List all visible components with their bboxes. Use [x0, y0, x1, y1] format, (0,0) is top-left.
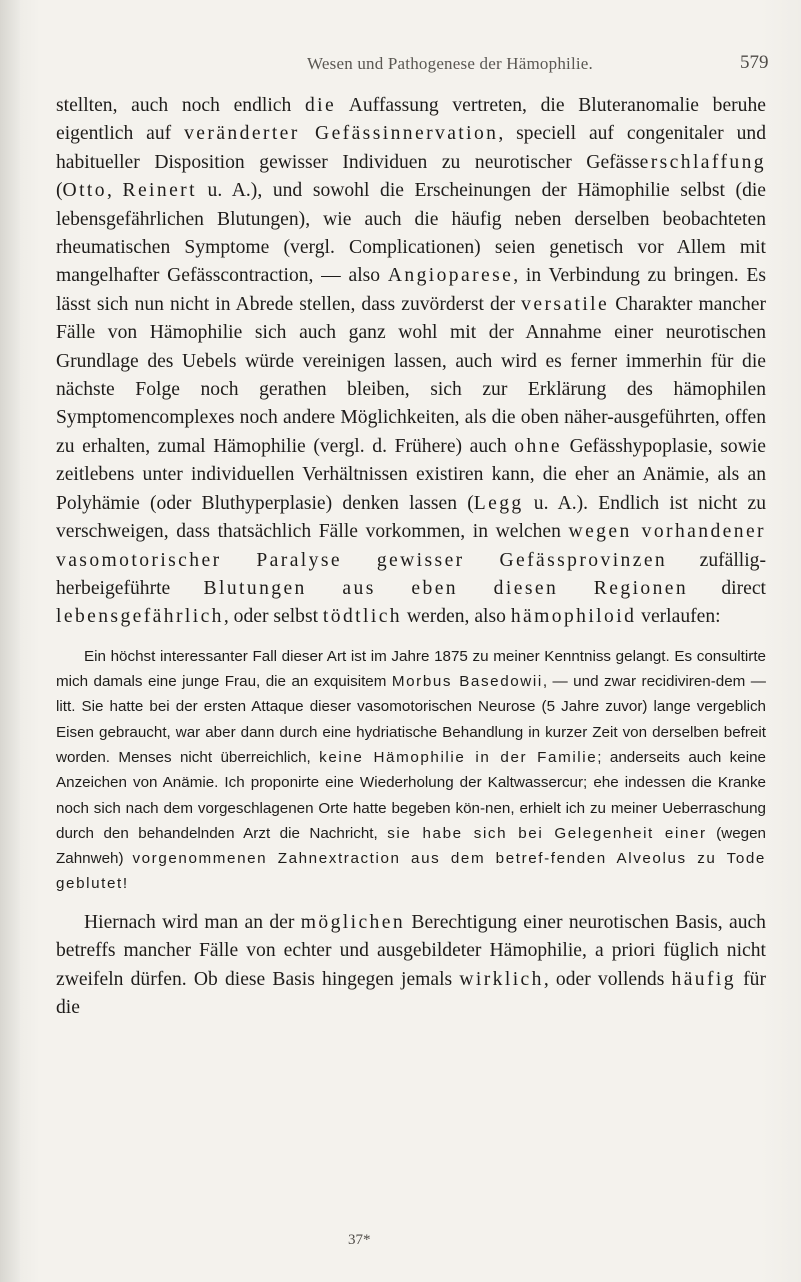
text-run: , in Verbindung zu bringen. Es lässt sich nun nicht in Abrede stellen, dass zuvörderst der — [56, 265, 766, 315]
paragraph-main-2 — [56, 909, 766, 1023]
text-run: Auffassung vertreten, die Bluteranomalie beruhe eigentlich auf — [56, 95, 766, 145]
text-run: stellten, auch noch endlich — [56, 95, 305, 116]
text-run: verlaufen: — [636, 606, 721, 628]
page-number: 579 — [740, 52, 769, 73]
text-run: für die — [56, 968, 766, 1018]
text-run: Ein höchst interessanter Fall dieser Art ist im Jahre 1875 zu meiner Kenntniss gelangt. Es consultirte mich damals eine junge Frau, die an exquisitem — [56, 647, 766, 691]
emphasis-text: erschlaffung — [639, 151, 766, 173]
author-name: Otto — [62, 180, 107, 202]
text-run: Gefässhypoplasie, sowie zeitlebens unter individuellen Verhältnissen existiren kann, die eher an Anämie, als an Polyhämie (oder Bluthyperplasie) denken lassen ( — [56, 435, 767, 514]
author-name: Legg — [473, 492, 524, 514]
emphasis-text: Morbus Basedowii — [391, 673, 543, 691]
emphasis-text: keine Hämophilie in der Familie — [319, 748, 598, 766]
emphasis-text: Blutungen aus eben diesen Regionen — [203, 577, 689, 599]
text-run: ( — [56, 180, 63, 202]
emphasis-text: sie habe sich bei Gelegenheit einer — [387, 824, 707, 842]
running-title: Wesen und Pathogenese der Hämophilie. — [307, 54, 593, 73]
emphasis-text: wegen vorhandener vasomotorischer Paralyse gewisser Gefässprovinzen — [56, 521, 766, 571]
emphasis-text: tödtlich — [322, 606, 402, 628]
text-run: direct — [688, 577, 766, 599]
emphasis-text: vorgenommenen Zahnextraction aus dem betref-fenden Alveolus zu Tode geblutet! — [56, 850, 766, 893]
paragraph-case-report — [56, 644, 766, 897]
emphasis-text: versatile — [521, 293, 610, 315]
text-run: u. A.), und sowohl die Erscheinungen der Hämophilie selbst (die lebensgefährlichen Blutungen), wie auch die häufig neben derselben beobachteten rheumatischen Symptome (vergl. Complicationen) seien genetisch vor Allem mit mangelhafter Gefässcontraction, — also — [56, 180, 767, 287]
text-run: , speciell auf congenitaler und habitueller Disposition gewisser Individuen zu neurotischer Gefäss — [56, 123, 767, 173]
emphasis-text: lebensgefährlich — [56, 606, 224, 628]
emphasis-text: ohne — [514, 435, 562, 457]
paragraph-main-1 — [56, 92, 766, 632]
emphasis-text: die — [304, 95, 337, 116]
signature-mark: 37* — [348, 1232, 371, 1248]
text-run: Berechtigung einer neurotischen Basis, auch betreffs mancher Fälle von echter und ausgebildeter Hämophilie, a priori füglich nicht zweifeln dürfen. Ob diese Basis hingegen jemals — [56, 911, 766, 990]
text-run: zufällig-herbeigeführte — [56, 549, 766, 599]
emphasis-text: veränderter Gefässinnervation — [184, 123, 499, 145]
text-run: , — und zwar recidiviren-dem — litt. Sie hatte bei der ersten Attaque dieser vasomotorischen Neurose (5 Jahre zuvor) lange vergeblich Eisen gebraucht, war aber dann durch eine hydriatische Behandlung in kurzer Zeit von derselben befreit worden. Menses nicht überreichlich, — [56, 673, 766, 766]
text-run: , — [106, 180, 123, 202]
author-name: Reinert — [122, 180, 197, 202]
emphasis-text: möglichen — [300, 911, 406, 933]
emphasis-text: wirklich — [459, 968, 544, 990]
emphasis-text: hämophiloid — [510, 606, 637, 628]
emphasis-text: Angioparese — [387, 265, 514, 287]
text-run: werden, also — [401, 606, 511, 628]
text-run: u. A.). Endlich ist nicht zu verschweigen, dass thatsächlich Fälle vorkommen, in welchen — [56, 492, 766, 543]
text-run: Hiernach wird man an der — [84, 911, 301, 933]
text-run: , oder selbst — [223, 606, 323, 628]
page-spine-shadow — [0, 0, 20, 1282]
text-run: , oder vollends — [543, 968, 672, 990]
emphasis-text: häufig — [671, 968, 736, 990]
text-run: ; anderseits auch keine Anzeichen von Anämie. Ich proponirte eine Wiederholung der Kaltwassercur; ehe indessen die Kranke noch sich nach dem vorgeschlagenen Orte hatte begeben kön-nen, erhielt ich zu meiner Ueberraschung durch den behandelnden Arzt die Nachricht, — [56, 748, 766, 842]
text-run: (wegen Zahnweh) — [56, 824, 766, 868]
text-run: Charakter mancher Fälle von Hämophilie sich auch ganz wohl mit der Annahme einer neurotischen Grundlage des Uebels würde vereinigen lassen, auch wird es ferner immerhin für die nächste Folge noch gerathen bleiben, sich zur Erklärung des hämophilen Symptomencomplexes noch andere Möglichkeiten, als die oben näher-ausgeführten, offen zu erhalten, zumal Hämophilie (vergl. d. Frühere) auch — [56, 293, 766, 457]
text-body — [56, 92, 766, 1022]
